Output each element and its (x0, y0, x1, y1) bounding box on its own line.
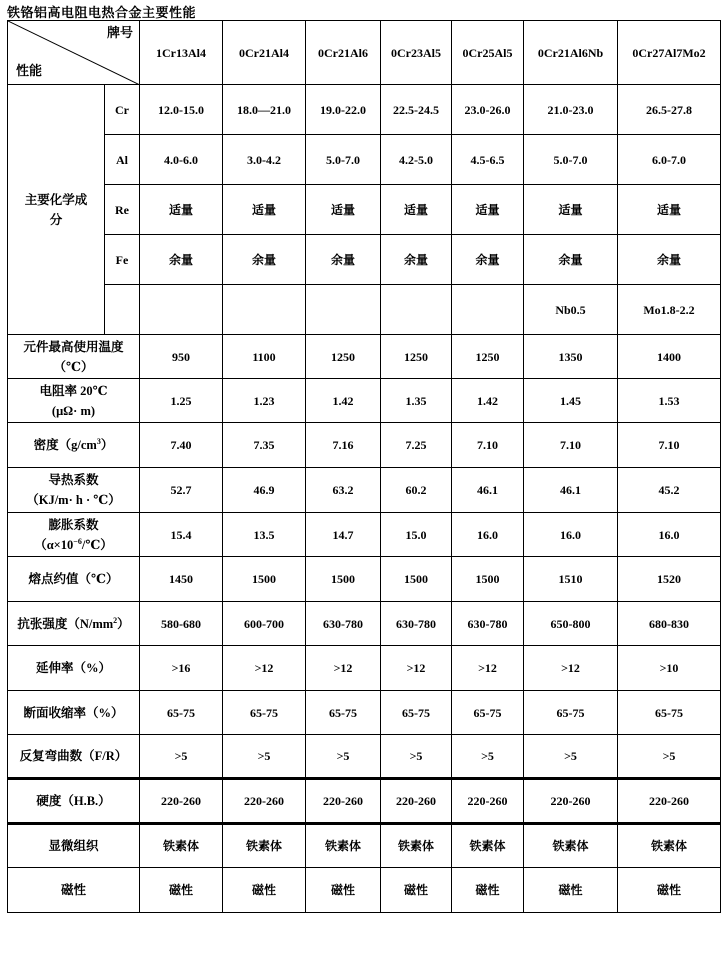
element-label (105, 285, 140, 335)
property-label-cell (8, 468, 140, 513)
table-cell: 65-75 (223, 691, 306, 735)
property-label-line1: 元件最高使用温度 (23, 339, 124, 354)
superscript: 3 (96, 436, 101, 446)
table-cell: 65-75 (618, 691, 721, 735)
table-cell: >5 (381, 735, 452, 779)
table-cell: 适量 (140, 185, 223, 235)
property-row (8, 468, 721, 513)
table-cell: >16 (140, 646, 223, 691)
table-cell: 铁素体 (524, 824, 618, 868)
table-cell: 12.0-15.0 (140, 85, 223, 135)
table-cell: 余量 (223, 235, 306, 285)
table-cell: 650-800 (524, 602, 618, 646)
element-label: Cr (105, 85, 140, 135)
table-cell: 22.5-24.5 (381, 85, 452, 135)
property-label-line1: 延伸率（%） (35, 661, 111, 675)
property-label-line1: 抗张强度（N/mm (17, 616, 114, 631)
table-cell: 余量 (306, 235, 381, 285)
table-cell: 1.42 (452, 379, 524, 423)
property-label-cell (8, 335, 140, 379)
table-cell: 18.0—21.0 (223, 85, 306, 135)
property-label-cell (8, 735, 140, 779)
property-label-line2: （KJ/m· h · ℃） (26, 493, 121, 507)
table-cell: 65-75 (140, 691, 223, 735)
table-cell: 余量 (381, 235, 452, 285)
property-label-cell (8, 779, 140, 824)
table-title: 铁铬铝高电阻电热合金主要性能 (7, 5, 197, 20)
label-tail: /℃） (81, 537, 113, 552)
table-cell: >10 (618, 646, 721, 691)
table-cell: 磁性 (452, 868, 524, 913)
property-label-line2: （℃） (53, 359, 94, 374)
table-cell: 1510 (524, 557, 618, 602)
table-cell: 46.1 (524, 468, 618, 513)
grade-header: 1Cr13Al4 (140, 21, 223, 85)
table-cell: >12 (452, 646, 524, 691)
table-cell: 45.2 (618, 468, 721, 513)
table-cell: 1500 (452, 557, 524, 602)
property-label-line1: 密度（g/cm (33, 438, 97, 452)
table-cell: 16.0 (618, 513, 721, 557)
table-cell: 600-700 (223, 602, 306, 646)
table-cell: 3.0-4.2 (223, 135, 306, 185)
table-cell (223, 285, 306, 335)
diagonal-header-cell (8, 21, 140, 85)
table-cell: 1.35 (381, 379, 452, 423)
table-cell: 7.16 (306, 423, 381, 468)
property-row (8, 646, 721, 691)
table-cell: 磁性 (140, 868, 223, 913)
table-cell: 铁素体 (618, 824, 721, 868)
table-cell: >5 (306, 735, 381, 779)
table-cell: 220-260 (223, 779, 306, 824)
property-label-line1: 磁性 (60, 883, 86, 897)
table-cell: >5 (223, 735, 306, 779)
property-row (8, 691, 721, 735)
table-cell: 46.1 (452, 468, 524, 513)
table-cell: 65-75 (452, 691, 524, 735)
table-cell: 适量 (381, 185, 452, 235)
table-cell: 46.9 (223, 468, 306, 513)
property-row (8, 379, 721, 423)
table-cell: 适量 (618, 185, 721, 235)
grade-header: 0Cr21Al4 (223, 21, 306, 85)
table-cell: 630-780 (452, 602, 524, 646)
property-label-cell (8, 646, 140, 691)
table-cell: 65-75 (306, 691, 381, 735)
table-cell (452, 285, 524, 335)
property-row (8, 513, 721, 557)
grade-header: 0Cr23Al5 (381, 21, 452, 85)
property-row (8, 335, 721, 379)
property-label: 性能 (16, 63, 43, 78)
table-cell: >5 (140, 735, 223, 779)
table-cell: 磁性 (223, 868, 306, 913)
table-cell: 52.7 (140, 468, 223, 513)
table-cell: 1250 (381, 335, 452, 379)
brand-label: 牌号 (106, 25, 133, 40)
table-cell: 220-260 (524, 779, 618, 824)
table-cell: 1.25 (140, 379, 223, 423)
property-label-cell (8, 691, 140, 735)
table-cell: 适量 (306, 185, 381, 235)
table-cell: 4.2-5.0 (381, 135, 452, 185)
table-cell: >5 (452, 735, 524, 779)
property-row (8, 824, 721, 868)
grade-header: 0Cr27Al7Mo2 (618, 21, 721, 85)
table-cell: 23.0-26.0 (452, 85, 524, 135)
property-row (8, 423, 721, 468)
table-cell: 7.10 (618, 423, 721, 468)
table-cell: 19.0-22.0 (306, 85, 381, 135)
table-cell: 6.0-7.0 (618, 135, 721, 185)
property-label-line1: 反复弯曲数（F/R） (19, 749, 128, 763)
table-cell: 220-260 (306, 779, 381, 824)
table-cell: 1.53 (618, 379, 721, 423)
alloy-properties-table (7, 20, 721, 913)
composition-row (8, 85, 721, 135)
table-cell (140, 285, 223, 335)
table-cell: 13.5 (223, 513, 306, 557)
table-cell: 60.2 (381, 468, 452, 513)
table-cell: 铁素体 (223, 824, 306, 868)
table-cell: 220-260 (381, 779, 452, 824)
table-cell (381, 285, 452, 335)
table-cell: 580-680 (140, 602, 223, 646)
table-cell: 220-260 (618, 779, 721, 824)
composition-group-label: 主要化学成分 (8, 85, 105, 335)
table-cell: 1.23 (223, 379, 306, 423)
table-cell: 680-830 (618, 602, 721, 646)
table-cell: 630-780 (381, 602, 452, 646)
table-cell: 铁素体 (140, 824, 223, 868)
property-label-cell (8, 557, 140, 602)
table-cell: 63.2 (306, 468, 381, 513)
property-label-cell (8, 379, 140, 423)
table-cell: 220-260 (140, 779, 223, 824)
table-cell: 7.25 (381, 423, 452, 468)
table-cell: 1400 (618, 335, 721, 379)
property-label-line1: 硬度（H.B.） (36, 794, 111, 808)
property-label-cell (8, 602, 140, 646)
table-cell: 1500 (381, 557, 452, 602)
grade-header: 0Cr25Al5 (452, 21, 524, 85)
table-cell: 26.5-27.8 (618, 85, 721, 135)
element-label: Al (105, 135, 140, 185)
table-cell: 余量 (618, 235, 721, 285)
property-row (8, 735, 721, 779)
composition-row (8, 235, 721, 285)
table-cell: 铁素体 (381, 824, 452, 868)
grade-header: 0Cr21Al6 (306, 21, 381, 85)
table-cell: 1520 (618, 557, 721, 602)
table-cell: 余量 (524, 235, 618, 285)
table-cell: 65-75 (381, 691, 452, 735)
property-label-cell (8, 868, 140, 913)
table-cell: 1250 (306, 335, 381, 379)
table-cell: 1350 (524, 335, 618, 379)
grade-header: 0Cr21Al6Nb (524, 21, 618, 85)
table-cell: 磁性 (618, 868, 721, 913)
table-cell: 5.0-7.0 (306, 135, 381, 185)
table-cell: 铁素体 (306, 824, 381, 868)
table-cell: 余量 (140, 235, 223, 285)
table-cell: 16.0 (452, 513, 524, 557)
table-cell: 1500 (306, 557, 381, 602)
table-cell: 15.4 (140, 513, 223, 557)
table-cell: 220-260 (452, 779, 524, 824)
element-label: Re (105, 185, 140, 235)
table-cell: >5 (618, 735, 721, 779)
table-cell: 1500 (223, 557, 306, 602)
header-row (8, 21, 721, 85)
composition-row (8, 285, 721, 335)
table-cell: 7.10 (524, 423, 618, 468)
table-cell: 15.0 (381, 513, 452, 557)
property-label-line2: (μΩ· m) (51, 403, 96, 418)
table-cell: 磁性 (306, 868, 381, 913)
table-cell: 950 (140, 335, 223, 379)
table-cell: 7.10 (452, 423, 524, 468)
property-label-line1: 熔点约值（℃） (28, 572, 119, 586)
table-cell: >12 (306, 646, 381, 691)
table-cell: 铁素体 (452, 824, 524, 868)
table-cell: 7.35 (223, 423, 306, 468)
table-cell: 适量 (223, 185, 306, 235)
table-cell: 1.42 (306, 379, 381, 423)
table-cell: 1250 (452, 335, 524, 379)
composition-row (8, 135, 721, 185)
table-cell: 4.0-6.0 (140, 135, 223, 185)
label-tail: ） (100, 438, 114, 452)
table-cell: >12 (223, 646, 306, 691)
table-cell: 适量 (524, 185, 618, 235)
table-cell: 7.40 (140, 423, 223, 468)
table-cell: 余量 (452, 235, 524, 285)
table-cell: >12 (524, 646, 618, 691)
property-row (8, 602, 721, 646)
table-cell: 1100 (223, 335, 306, 379)
table-cell: 4.5-6.5 (452, 135, 524, 185)
superscript: 2 (113, 615, 118, 625)
table-cell: 5.0-7.0 (524, 135, 618, 185)
property-label-line2: （α×10 (34, 537, 74, 552)
table-cell: 21.0-23.0 (524, 85, 618, 135)
table-cell: 1.45 (524, 379, 618, 423)
property-label-line1: 电阻率 20℃ (39, 383, 108, 398)
table-cell: >5 (524, 735, 618, 779)
property-label-cell (8, 423, 140, 468)
table-cell (306, 285, 381, 335)
property-label-cell (8, 824, 140, 868)
label-tail: ） (117, 616, 130, 631)
table-cell: Mo1.8-2.2 (618, 285, 721, 335)
table-cell: 磁性 (381, 868, 452, 913)
superscript: −6 (73, 536, 82, 546)
property-row (8, 557, 721, 602)
property-label-line1: 导热系数 (48, 473, 99, 487)
table-cell: 630-780 (306, 602, 381, 646)
table-cell: 16.0 (524, 513, 618, 557)
table-cell: 65-75 (524, 691, 618, 735)
element-label: Fe (105, 235, 140, 285)
table-cell: Nb0.5 (524, 285, 618, 335)
property-label-cell (8, 513, 140, 557)
table-cell: >12 (381, 646, 452, 691)
property-label-line1: 显微组织 (48, 839, 99, 853)
table-cell: 14.7 (306, 513, 381, 557)
table-cell: 磁性 (524, 868, 618, 913)
composition-row (8, 185, 721, 235)
table-cell: 适量 (452, 185, 524, 235)
property-label-line1: 膨胀系数 (48, 517, 99, 532)
property-label-line1: 断面收缩率（%） (23, 705, 124, 720)
property-row (8, 779, 721, 824)
property-row (8, 868, 721, 913)
table-cell: 1450 (140, 557, 223, 602)
